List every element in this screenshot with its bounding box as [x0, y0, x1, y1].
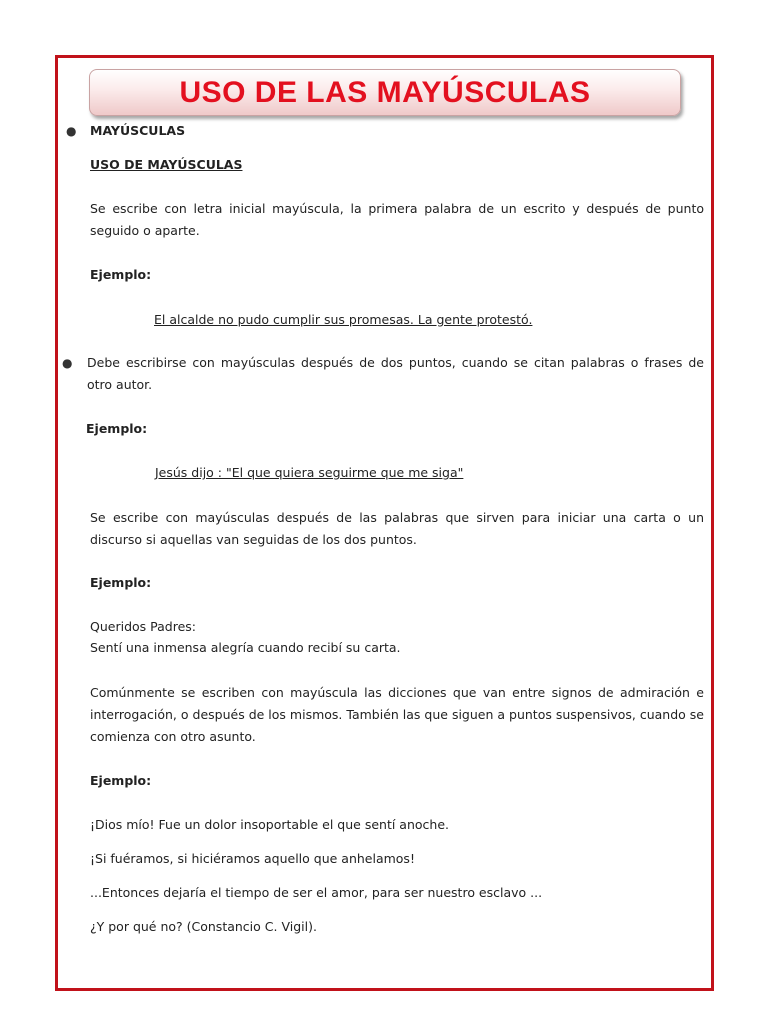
example-2-text: Jesús dijo : "El que quiera seguirme que me siga": [155, 465, 464, 480]
example-label-2: Ejemplo:: [86, 421, 148, 436]
example-1-text: El alcalde no pudo cumplir sus promesas. La gente protestó.: [154, 312, 533, 327]
example-4-line-3: ...Entonces dejaría el tiempo de ser el amor, para ser nuestro esclavo ...: [90, 885, 543, 900]
section-subheading: USO DE MAYÚSCULAS: [90, 157, 243, 172]
section-heading: MAYÚSCULAS: [90, 123, 186, 138]
bullet-icon: ●: [66, 124, 77, 138]
rule-3-text: Se escribe con mayúsculas después de las palabras que sirven para iniciar una carta o un discurso si aquellas van seguidas de los dos puntos.: [90, 510, 704, 547]
title-banner: [89, 69, 681, 116]
example-4-line-1: ¡Dios mío! Fue un dolor insoportable el que sentí anoche.: [90, 817, 449, 832]
example-4-line-2: ¡Si fuéramos, si hiciéramos aquello que anhelamos!: [90, 851, 415, 866]
example-label-3: Ejemplo:: [90, 575, 152, 590]
example-3-line-2: Sentí una inmensa alegría cuando recibí su carta.: [90, 640, 401, 655]
example-label-1: Ejemplo:: [90, 267, 152, 282]
page-title: USO DE LAS MAYÚSCULAS: [179, 76, 591, 109]
example-4-line-4: ¿Y por qué no? (Constancio C. Vigil).: [90, 919, 317, 934]
rule-4-text: Comúnmente se escriben con mayúscula las dicciones que van entre signos de admiración e interrogación, o después de los mismos. También las que siguen a puntos suspensivos, cuando se comienza con otro asunto.: [90, 685, 704, 744]
example-label-4: Ejemplo:: [90, 773, 152, 788]
rule-2-text: Debe escribirse con mayúsculas después de dos puntos, cuando se citan palabras o frases de otro autor.: [87, 355, 704, 392]
example-3-line-1: Queridos Padres:: [90, 619, 196, 634]
rule-1-text: Se escribe con letra inicial mayúscula, la primera palabra de un escrito y después de punto seguido o aparte.: [90, 201, 704, 238]
bullet-icon: ●: [62, 356, 73, 370]
